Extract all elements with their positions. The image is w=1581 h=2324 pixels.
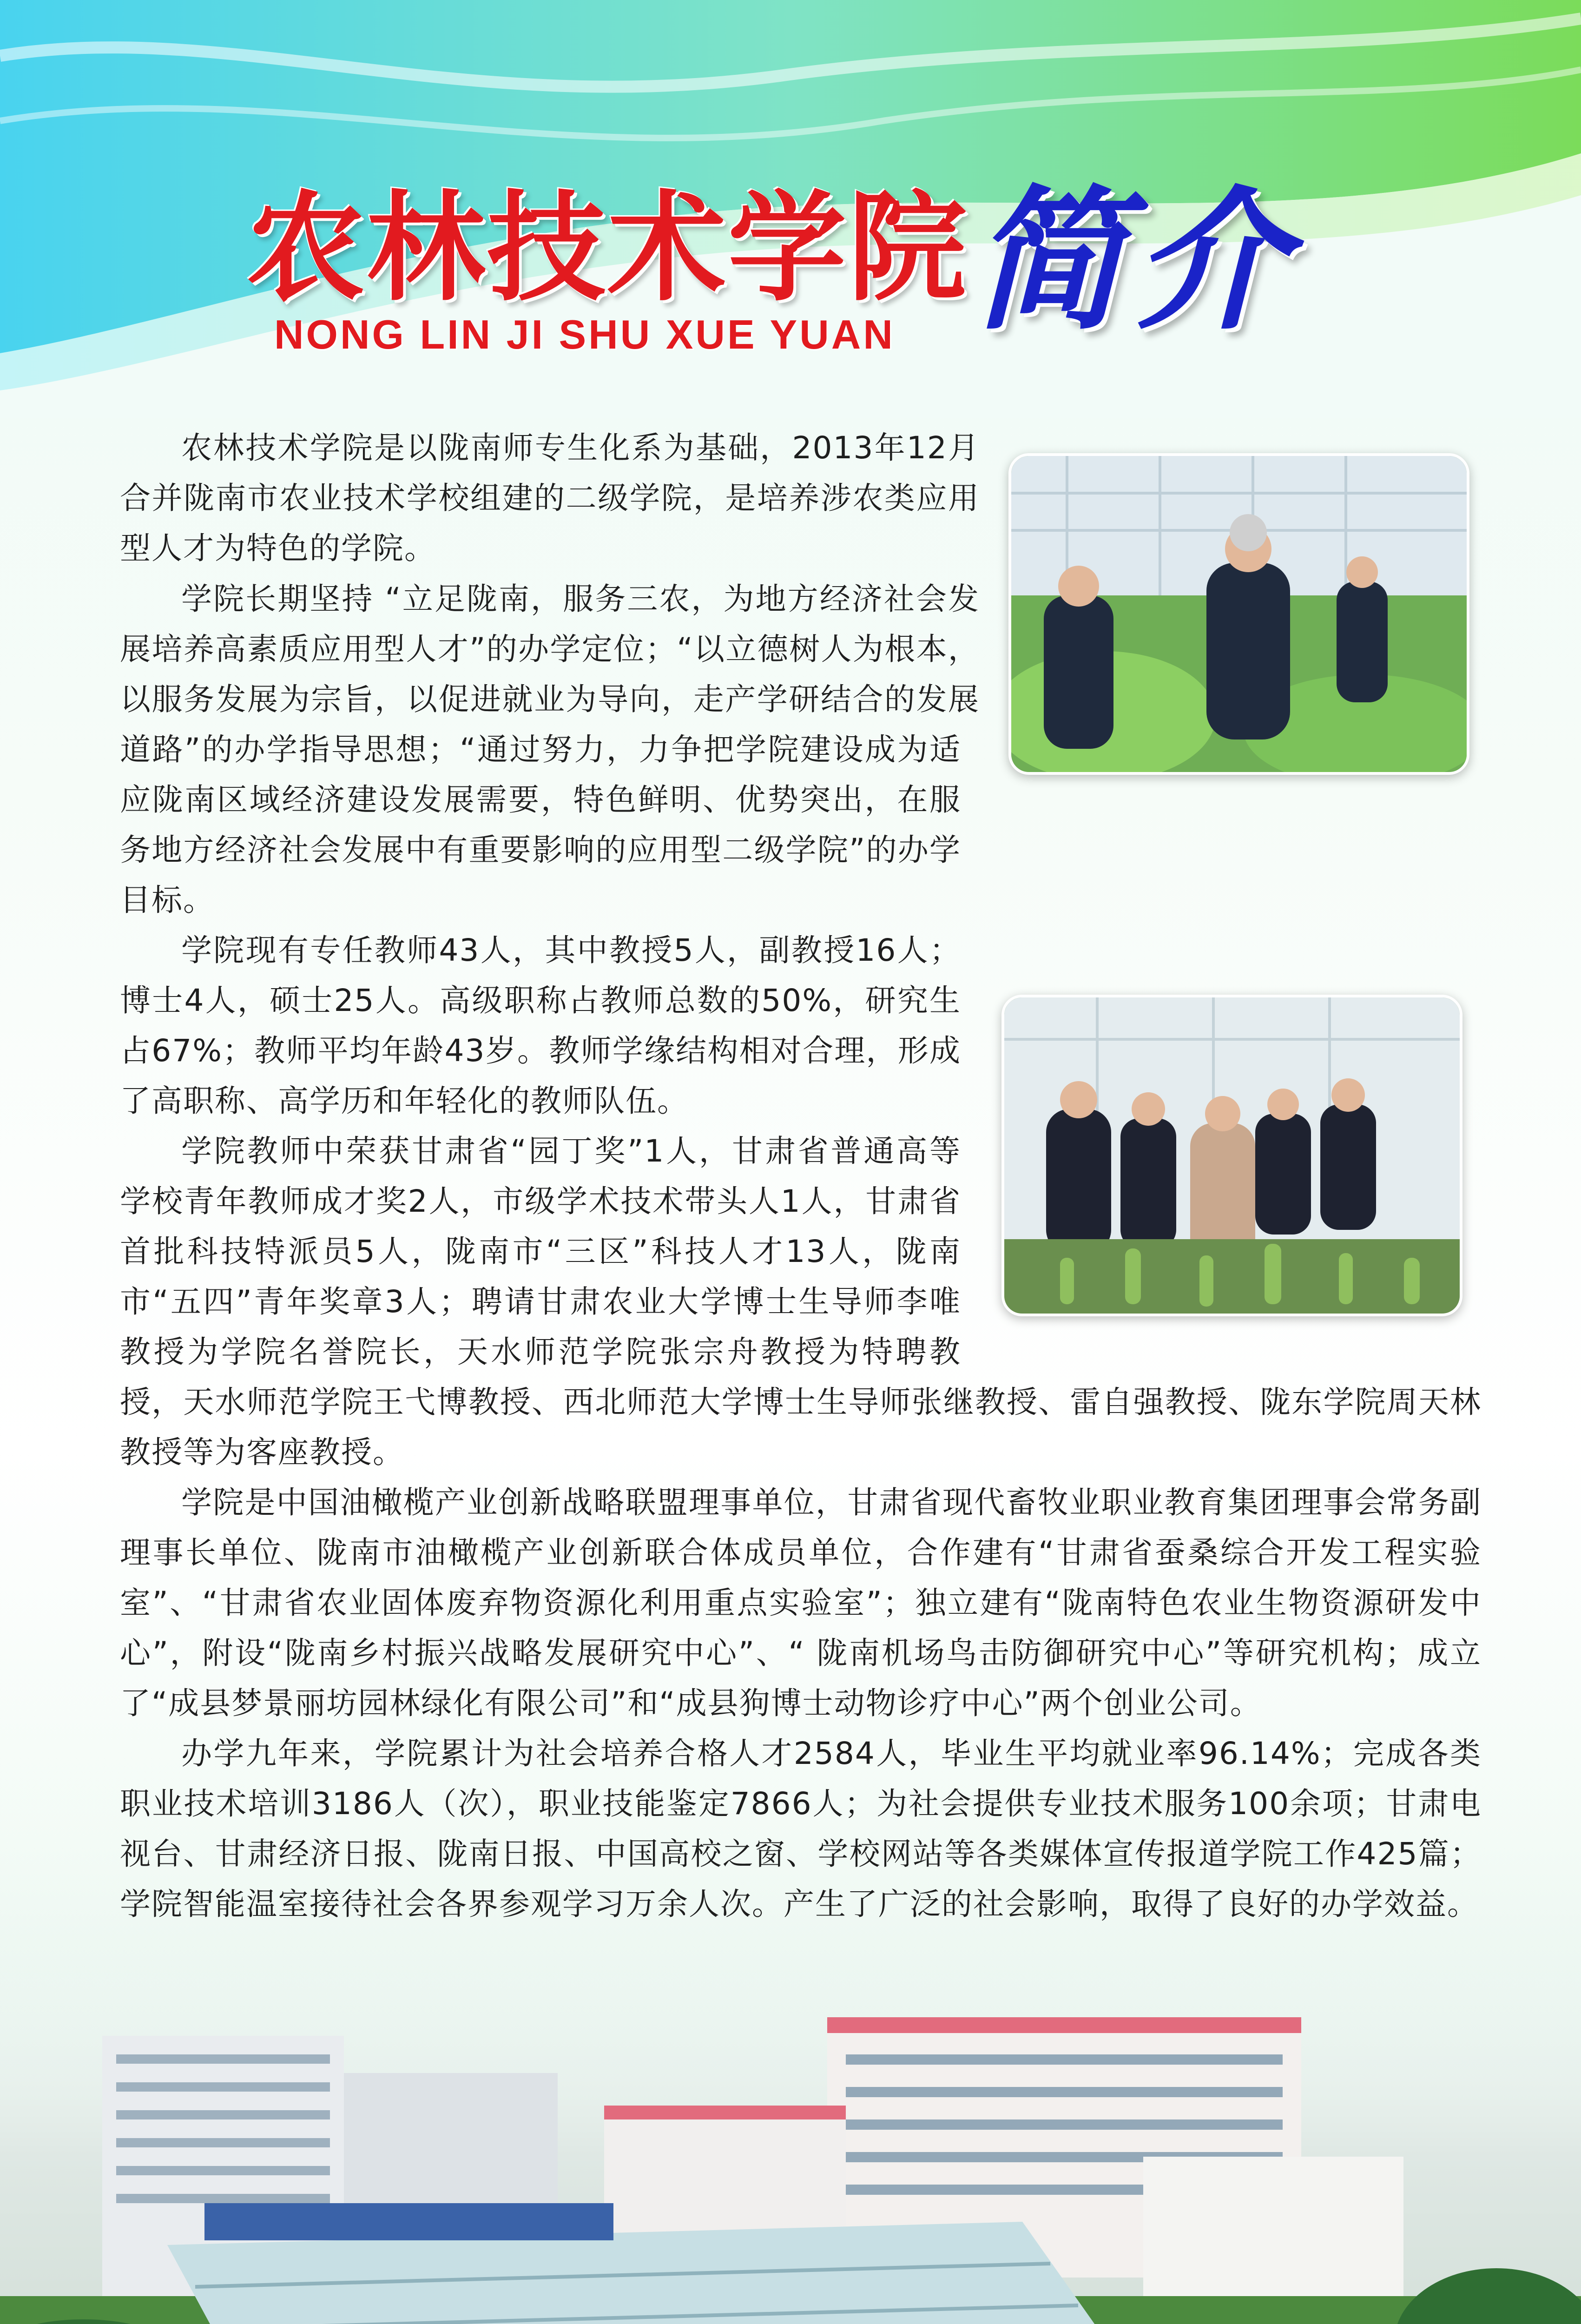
title-chinese: 农林技术学院 — [246, 179, 969, 317]
paragraph-6: 办学九年来，学院累计为社会培养合格人才2584人，毕业生平均就业率96.14%；完成各类职业技术培训3186人（次），职业技能鉴定7866人；为社会提供专业技术服务100余项；甘肃电视台、甘肃经济日报、陇南日报、中国高校之窗、学校网站等各类媒体宣传报道学院工作425篇；学院智能温室接待社会各界参观学习万余人次。产生了广泛的社会影响，取得了良好的办学效益。 — [120, 1736, 1482, 1922]
campus-aerial-photo — [0, 1961, 1581, 2324]
paragraph-4: 学院教师中荣获甘肃省“园丁奖”1人，甘肃省普通高等学校青年教师成才奖2人，市级学术技术带头人1人，甘肃省首批科技特派员5人，陇南市“三区”科技人才13人，陇南市“五四”青年奖章3人；聘请甘肃农业大学博士生导师李唯教授为学院名誉院长，天水师范学院张宗舟教授为特聘教授，天水师范学院王弋博教授、西北师范大学博士生导师张继教授、雷自强教授、陇东学院周天林教授等为客座教授。 — [120, 1133, 1482, 1470]
paragraph-3: 学院现有专任教师43人，其中教授5人，副教授16人；博士4人，硕士25人。高级职称占教师总数的50%，研究生占67%；教师平均年龄43岁。教师学缘结构相对合理，形成了高职称、高学历和年轻化的教师队伍。 — [120, 932, 961, 1119]
paragraph-5: 学院是中国油橄榄产业创新战略联盟理事单位，甘肃省现代畜牧业职业教育集团理事会常务副理事长单位、陇南市油橄榄产业创新联合体成员单位，合作建有“甘肃省蚕桑综合开发工程实验室”、“甘肃省农业固体废弃物资源化利用重点实验室”；独立建有“陇南特色农业生物资源研发中心”，附设“陇南乡村振兴战略发展研究中心”、“ 陇南机场鸟击防御研究中心”等研究机构；成立了“成县梦景丽坊园林绿化有限公司”和“成县狗博士动物诊疗中心”两个创业公司。 — [120, 1485, 1482, 1721]
body-text — [120, 574, 1482, 1929]
paragraph-1: 农林技术学院是以陇南师专生化系为基础，2013年12月合并陇南市农业技术学校组建的二级学院，是培养涉农类应用型人才为特色的学院。 — [120, 430, 980, 566]
paragraph-2: 学院长期坚持 “立足陇南，服务三农，为地方经济社会发展培养高素质应用型人才”的办学定位；“以立德树人为根本，以服务发展为宗旨，以促进就业为导向，走产学研结合的发展道路”的办学指导思想；“通过努力，力争把学院建设成为适应陇南区域经济建设发展需要，特色鲜明、优势突出，在服务地方经济社会发展中有重要影响的应用型二级学院”的办学目标。 — [120, 581, 980, 918]
intro-column — [120, 423, 980, 574]
title-pinyin: NONG LIN JI SHU XUE YUAN — [274, 311, 895, 357]
title-intro: 简介 — [971, 170, 1297, 350]
